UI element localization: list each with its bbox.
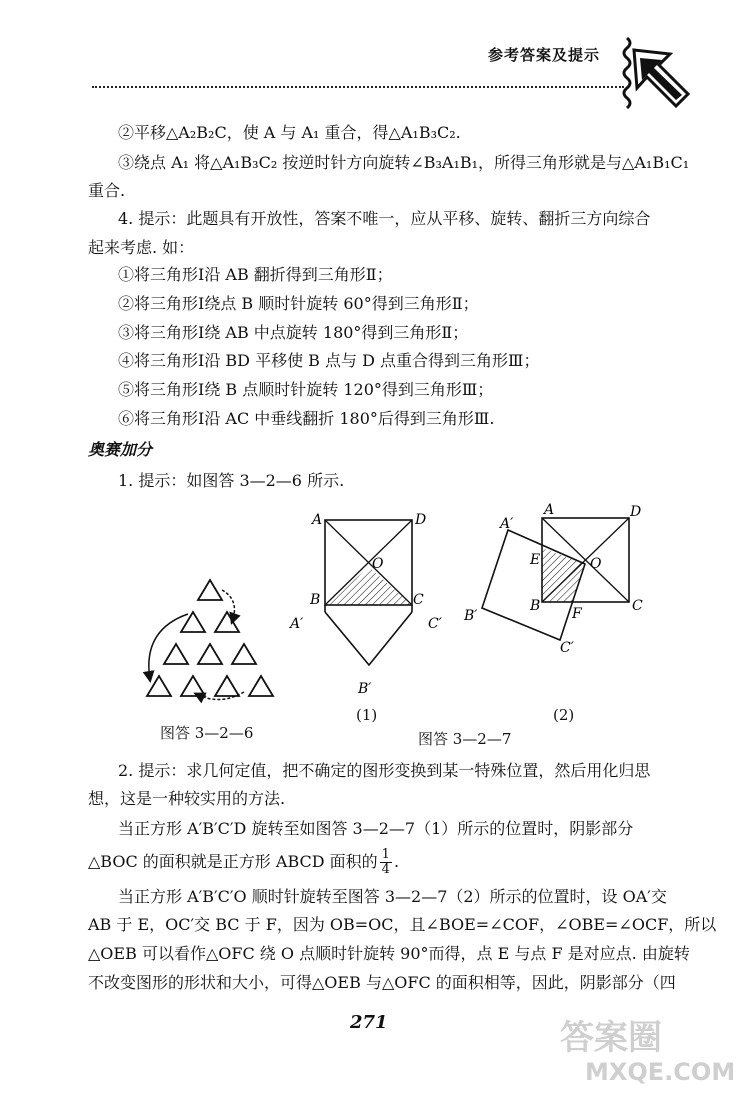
header-dotted-rule [92, 86, 624, 88]
text-line: ②平移△A₂B₂C，使 A 与 A₁ 重合，得△A₁B₃C₂. [118, 123, 461, 142]
figure-subcaption-2: (2) [553, 706, 575, 724]
fraction [380, 848, 392, 877]
label-E: E [530, 552, 541, 568]
figure-3-2-7-2 [460, 500, 660, 670]
text-line-with-fraction [88, 848, 399, 877]
text-line: 1. 提示：如图答 3—2—6 所示. [118, 471, 345, 490]
figure-caption: 图答 3—2—7 [418, 730, 512, 748]
text-line: ⑤将三角形Ⅰ绕 B 点顺时针旋转 120°得到三角形Ⅲ； [118, 380, 494, 399]
label-C-prime: C′ [560, 640, 574, 656]
figure-caption: 图答 3—2—6 [160, 724, 254, 742]
label-D: D [415, 512, 427, 528]
figure-3-2-6 [140, 570, 280, 710]
text-line: △OEB 可以看作△OFC 绕 O 点顺时针旋转 90°而得，点 E 与点 F 是对应点. 由旋转 [88, 944, 690, 963]
triangle-group [147, 580, 273, 696]
text-line: 当正方形 A′B′C′D 旋转至如图答 3—2—7（1）所示的位置时，阴影部分 [118, 819, 634, 838]
text-segment: . [393, 852, 400, 871]
label-B-prime: B′ [464, 608, 478, 624]
text-line: 当正方形 A′B′C′O 顺时针旋转至图答 3—2—7（2）所示的位置时，设 OA′交 [118, 887, 667, 906]
label-B-prime: B′ [358, 681, 372, 697]
label-B: B [530, 598, 541, 614]
text-segment: △BOC 的面积就是正方形 ABCD 面积的 [88, 852, 378, 871]
section-heading: 奥赛加分 [88, 440, 153, 459]
fraction-numerator: 1 [381, 847, 390, 862]
fraction-denominator: 4 [381, 862, 390, 877]
label-C: C [413, 592, 424, 608]
label-A-prime: A′ [290, 616, 304, 632]
text-line: ②将三角形Ⅰ绕点 B 顺时针旋转 60°得到三角形Ⅱ； [118, 294, 479, 313]
text-line: 2. 提示：求几何定值，把不确定的图形变换到某一特殊位置，然后用化归思 [118, 761, 651, 780]
figure-3-2-7-1 [290, 500, 450, 700]
text-line: ③绕点 A₁ 将△A₁B₃C₂ 按逆时针方向旋转∠B₃A₁B₁，所得三角形就是与△A₁B₁C₁ [118, 153, 690, 172]
label-A: A [312, 512, 323, 528]
label-C: C [632, 598, 643, 614]
header-title: 参考答案及提示 [488, 46, 601, 64]
label-B: B [310, 592, 321, 608]
watermark-url: MXQE.COM [585, 1058, 736, 1086]
text-line: ⑥将三角形Ⅰ沿 AC 中垂线翻折 180°后得到三角形Ⅲ. [118, 409, 495, 428]
label-A-prime: A′ [500, 516, 514, 532]
text-line: 4. 提示：此题具有开放性，答案不唯一，应从平移、旋转、翻折三方向综合 [118, 209, 651, 228]
text-line: ④将三角形Ⅰ沿 BD 平移使 B 点与 D 点重合得到三角形Ⅲ； [118, 351, 540, 370]
text-line: 起来考虑. 如： [88, 238, 195, 257]
text-line: 重合. [88, 181, 126, 200]
watermark-logo: 答案圈 [560, 1018, 662, 1058]
text-line: 想，这是一种较实用的方法. [88, 789, 286, 808]
figure-subcaption-1: (1) [356, 706, 378, 724]
page-number: 271 [350, 1012, 388, 1033]
rotation-arrow-left [149, 614, 188, 680]
text-line: 不改变图形的形状和大小，可得△OEB 与△OFC 的面积相等，因此，阴影部分（四 [88, 973, 676, 992]
text-line: ①将三角形Ⅰ沿 AB 翻折得到三角形Ⅱ； [118, 265, 393, 284]
label-C-prime: C′ [428, 616, 442, 632]
label-A: A [544, 502, 555, 518]
label-O: O [590, 556, 602, 572]
arrow-up-left-icon [632, 48, 692, 110]
text-line: AB 于 E，OC′交 BC 于 F，因为 OB=OC，且∠BOE=∠COF，∠OBE=∠OCF，所以 [88, 915, 717, 934]
label-D: D [630, 504, 642, 520]
label-F: F [572, 606, 582, 622]
text-line: ③将三角形Ⅰ绕 AB 中点旋转 180°得到三角形Ⅱ； [118, 323, 469, 342]
label-O: O [372, 556, 384, 572]
